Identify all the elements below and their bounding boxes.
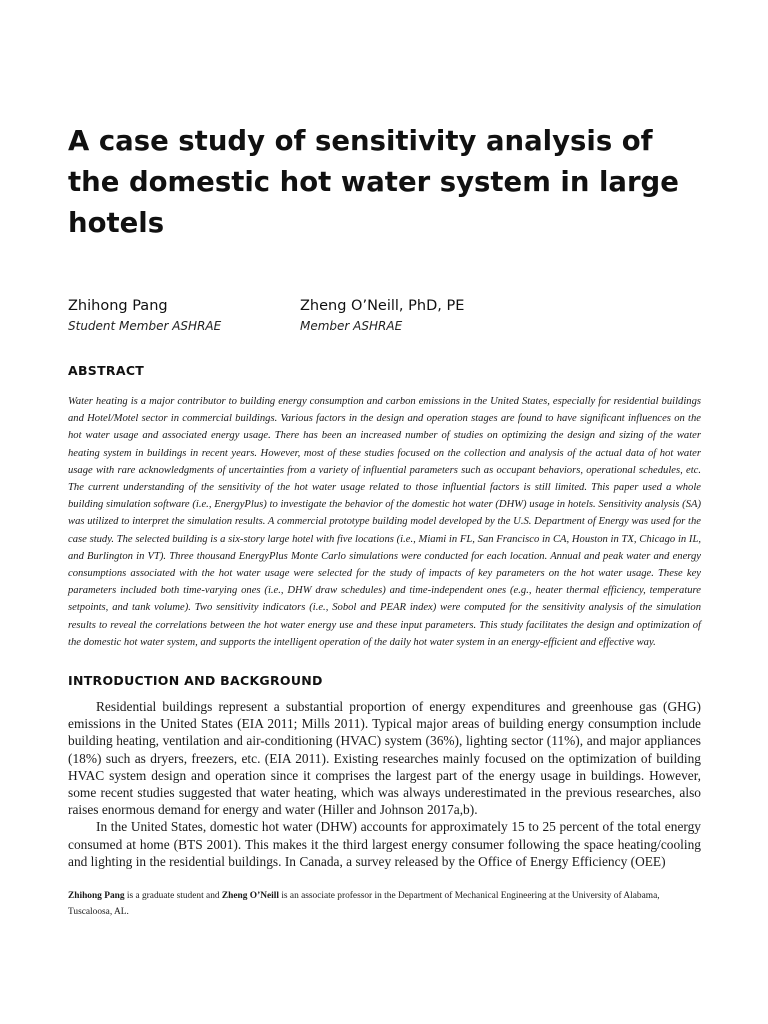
abstract-text: Water heating is a major contributor to building energy consumption and carbon emissions in the United States, especially for residential buildings and Hotel/Motel sector in commercial buildings. Various factors in the design and operation stages are found to have significant influences on the hot water usage and associated energy usage. There has been an increased number of studies on optimizing the design and sizing of the water heating system in buildings in recent years. However, most of these studies focused on the collection and analysis of the actual data of hot water usage with rare acknowledgments of uncertainties from a variety of influential parameters such as occupant behaviors, operational schedules, etc. The current understanding of the sensitivity of the hot water usage related to those influential factors is still limited. This paper used a whole building simulation software (i.e., EnergyPlus) to investigate the behavior of the domestic hot water (DHW) usage in hotels. Sensitivity analysis (SA) was utilized to interpret the simulation results. A commercial prototype building model developed by the U.S. Department of Energy was used for the case study. The selected building is a six-story large hotel with five locations (i.e., Miami in FL, San Francisco in CA, Houston in TX, Chicago in IL, and Burlington in VT). Three thousand EnergyPlus Monte Carlo simulations were conducted for each location. Annual and peak water and energy consumptions associated with the hot water usage were selected for the study of impacts of key parameters on the hot water usage. These key parameters included both time-varying ones (i.e., DHW draw schedules) and time-independent ones (e.g., heater thermal efficiency, temperature setpoints, and tank volume). Two sensitivity indicators (i.e., Sobol and PEAR index) were computed for the sensitivity analysis of the simulation results to reveal the correlations between the hot water energy use and these input parameters. This study facilitates the design and optimization of the domestic hot water system, and supports the intelligent operation of the daily hot water system in an energy-efficient and effective way. [68,396,701,648]
introduction-body [68,698,701,870]
author-footnote [68,888,701,920]
introduction-paragraph-1: Residential buildings represent a substantial proportion of energy expenditures and greenhouse gas (GHG) emissions in the United States (EIA 2011; Mills 2011). Typical major areas of building energy consumption include building heating, ventilation and air-conditioning (HVAC) system (36%), lighting sector (11%), and major appliances (18%) such as dryers, freezers, etc. (EIA 2011). Existing researches mainly focused on the optimization of building HVAC system design and operation since it comprises the largest part of the energy usage in buildings. However, some recent studies suggested that water heating, which was always underestimated in the previous researches, also raises enormous demand for energy and water (Hiller and Johnson 2017a,b). [68,699,701,818]
footnote-author-1: Zhihong Pang [68,891,125,901]
paper-title: A case study of sensitivity analysis of the domestic hot water system in large hotels [68,125,679,239]
introduction-heading: INTRODUCTION AND BACKGROUND [68,673,323,688]
footnote-text-1: is a graduate student and [124,891,222,901]
author-block-2 [300,296,464,335]
author-role-1: Student Member ASHRAE [68,319,222,333]
footnote-text-2: is an associate professor in the Department of Mechanical Engineering at the University of Alabama, Tuscaloosa, AL. [68,891,660,917]
abstract-heading: ABSTRACT [68,363,145,378]
author-block-1 [68,296,221,335]
introduction-paragraph-2: In the United States, domestic hot water (DHW) accounts for approximately 15 to 25 percent of the total energy consumed at home (BTS 2001). This makes it the third largest energy consumer following the space heating/cooling and lighting in the residential buildings. In Canada, a survey released by the Office of Energy Efficiency (OEE) [68,819,701,869]
author-name-1: Zhihong Pang [68,298,168,314]
author-name-2: Zheng O’Neill, PhD, PE [300,298,465,314]
author-role-2: Member ASHRAE [300,319,403,333]
footnote-author-2: Zheng O’Neill [221,891,279,901]
